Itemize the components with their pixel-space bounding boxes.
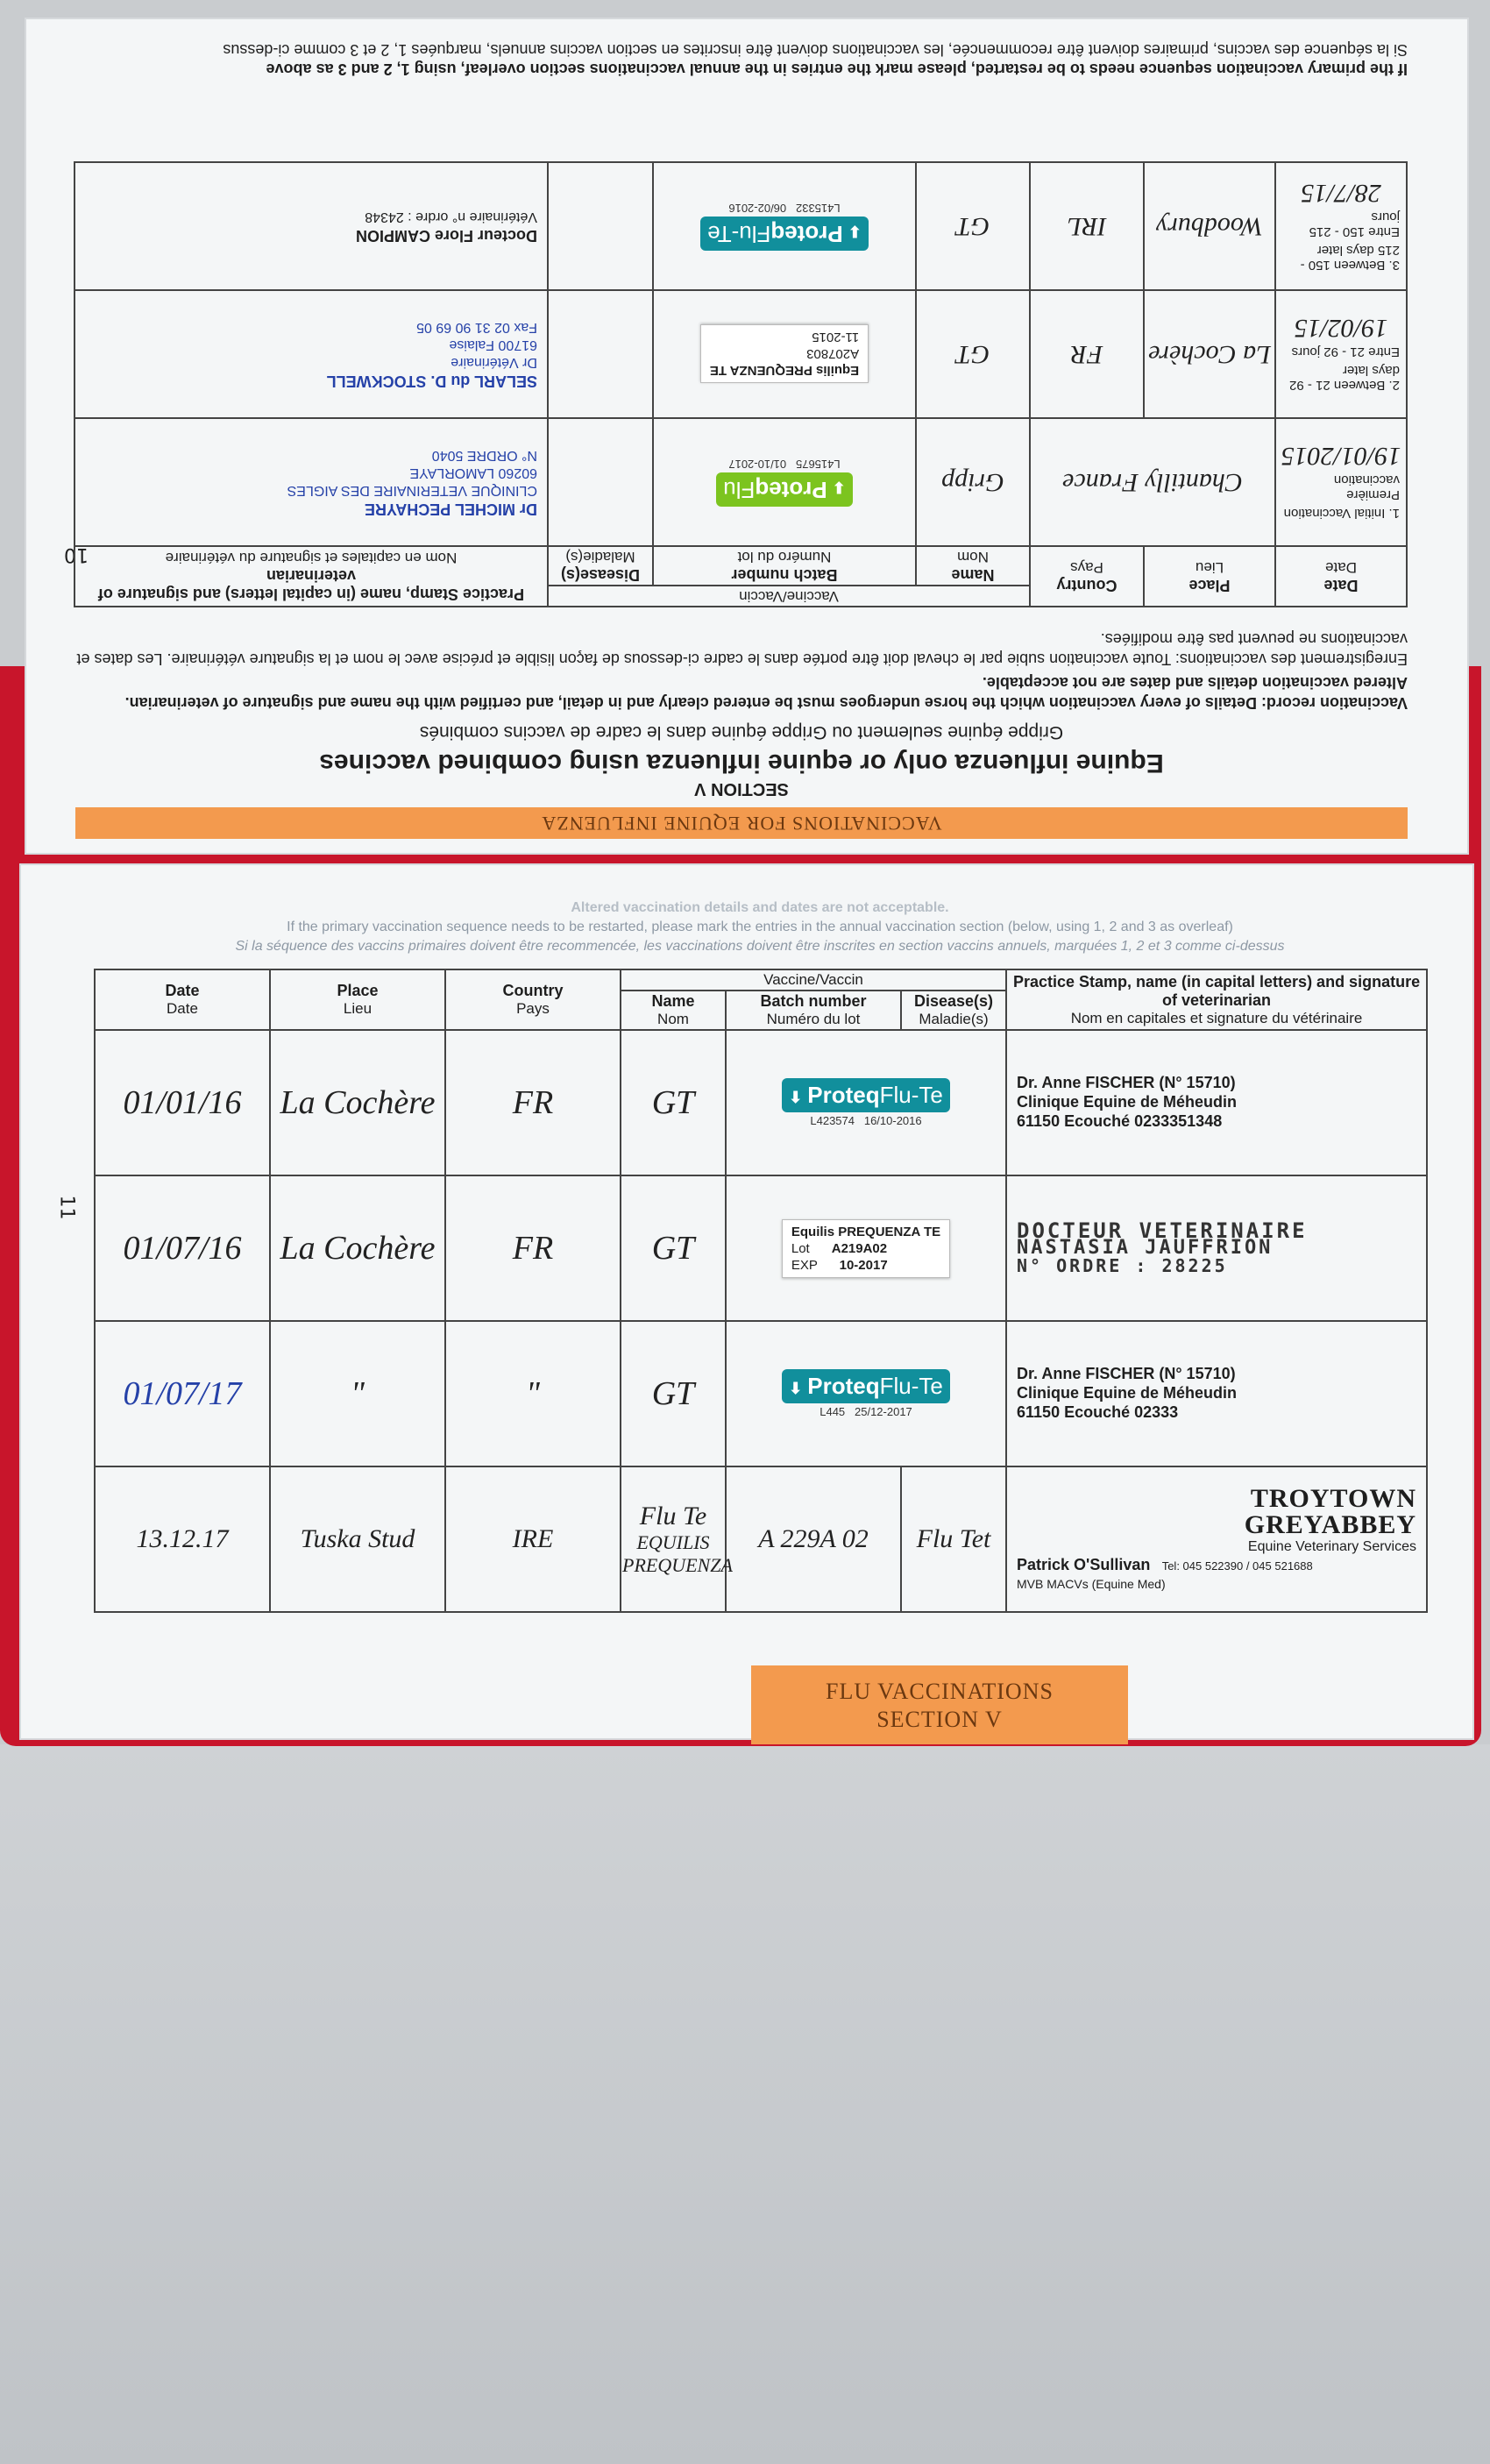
table-row	[95, 1030, 1427, 1175]
header-date: Date Date	[95, 969, 270, 1030]
section-banner: VACCINATIONS FOR EQUINE INFLUENZA	[75, 807, 1408, 839]
table-header-row	[74, 586, 1407, 607]
vaccine-label-sticker: ⬇ ProteqFlu-Te	[782, 1078, 950, 1112]
disease-cell: Flu Tet	[901, 1466, 1006, 1612]
stamp-cell	[74, 162, 548, 290]
country-cell: FR	[445, 1030, 621, 1175]
table-row	[74, 418, 1407, 546]
vet-stamp: DOCTEUR VETERINAIRE NASTASIA JAUFFRION N° ORDRE : 28225	[1017, 1218, 1308, 1276]
name-cell: GT	[621, 1175, 726, 1321]
table-row	[95, 1321, 1427, 1466]
header-place: Place Lieu	[1144, 546, 1275, 607]
table-header-row	[95, 969, 1427, 991]
header-disease: Disease(s) Maladie(s)	[548, 546, 653, 586]
section-banner: FLU VACCINATIONS SECTION V	[751, 1665, 1128, 1744]
place-cell: La Cochère	[270, 1030, 445, 1175]
arrow-down-icon: ⬇	[789, 1089, 803, 1106]
name-cell: Gripp	[916, 418, 1030, 546]
batch-cell: ⬇ProteqFlu L415675 01/10-2017	[653, 418, 916, 546]
disease-cell	[548, 162, 653, 290]
vet-stamp: Dr. Anne FISCHER (N° 15710) Clinique Equine de Méheudin 61150 Ecouché 02333	[1017, 1365, 1238, 1421]
header-name: Name Nom	[916, 546, 1030, 586]
date-cell: 1. Initial Vaccination Première vaccination 19/01/2015	[1275, 418, 1407, 546]
place-cell: La Cochère	[1144, 290, 1275, 418]
batch-cell: ⬇ProteqFlu-Te L415332 06/02-2016	[653, 162, 916, 290]
primary-vaccination-table	[74, 161, 1408, 607]
vaccine-sticker: Equilis PREQUENZA TE Lot A219A02 EXP 10-2017	[782, 1219, 950, 1278]
header-country: Country Pays	[1030, 546, 1144, 607]
table-row	[95, 1175, 1427, 1321]
header-batch: Batch number Numéro du lot	[653, 546, 916, 586]
batch-cell: ⬇ ProteqFlu-Te L423574 16/10-2016	[726, 1030, 1006, 1175]
greyabbey-logo: GREYABBEY	[1244, 1510, 1417, 1539]
country-cell: IRE	[445, 1466, 621, 1612]
vaccine-label-sticker: ⬇ProteqFlu	[716, 472, 853, 507]
header-stamp: Practice Stamp, name (in capital letters) and signature of veterinarian Nom en capitales et signature du vétérinaire	[74, 546, 548, 607]
page-number: 11	[55, 1195, 78, 1220]
date-cell: 01/07/17	[95, 1321, 270, 1466]
section-label: SECTION V	[694, 779, 789, 799]
disease-cell	[548, 418, 653, 546]
stamp-cell	[1006, 1175, 1427, 1321]
place-cell: Chantilly France	[1030, 418, 1275, 546]
table-row	[74, 290, 1407, 418]
arrow-down-icon: ⬇	[832, 479, 846, 496]
record-instructions-en: Vaccination record: Details of every vaccination which the horse undergoes must be entered clearly and in detail, and certified with the name and signature of veterinarian. Altered vaccination details and dates are not acceptable.	[124, 674, 1408, 712]
batch-cell: ⬇ ProteqFlu-Te L445 25/12-2017	[726, 1321, 1006, 1466]
header-date: Date Date	[1275, 546, 1407, 607]
header-country: Country Pays	[445, 969, 621, 1030]
place-cell: Woodbury	[1144, 162, 1275, 290]
name-cell: GT	[621, 1321, 726, 1466]
name-cell: GT	[916, 162, 1030, 290]
scanner-background	[0, 1744, 1490, 2464]
place-cell: "	[270, 1321, 445, 1466]
stamp-cell	[1006, 1030, 1427, 1175]
name-cell: GT	[621, 1030, 726, 1175]
vet-stamp: Docteur Flore CAMPION Vétérinaire n° ordre : 24348	[355, 209, 537, 245]
batch-cell	[653, 290, 916, 418]
stamp-cell	[74, 290, 548, 418]
country-cell: FR	[445, 1175, 621, 1321]
page-number: 10	[64, 543, 89, 565]
passport-page-11	[19, 863, 1474, 1740]
header-batch: Batch number Numéro du lot	[726, 991, 901, 1030]
header-vaccine: Vaccine/Vaccin	[621, 969, 1006, 991]
record-instructions-fr: Enregistrement des vaccinations: Toute vaccination subie par le cheval doit être portée dans le cadre ci-dessous de façon lisible et précise avec le nom et la signature vétérinaire. Les dates et vaccinations ne peuvent pas être modifiées.	[76, 630, 1408, 668]
vet-stamp: Dr. Anne FISCHER (N° 15710) Clinique Equine de Méheudin 61150 Ecouché 0233351348	[1017, 1074, 1238, 1130]
faded-instructions: Altered vaccination details and dates are not acceptable. If the primary vaccination sequence needs to be restarted, please mark the entries in the annual vaccination section (below, using 1, 2 and 3 as overleaf) Si la séquence des vaccins primaires doivent être recommencée, les vaccinations doivent être inscrites en section vaccins annuels, marquées 1, 2 et 3 comme ci-dessus	[235, 900, 1285, 954]
name-cell: Flu Te EQUILIS PREQUENZA	[621, 1466, 726, 1612]
header-name: Name Nom	[621, 991, 726, 1030]
stamp-cell	[1006, 1321, 1427, 1466]
country-cell: FR	[1030, 290, 1144, 418]
date-cell: 01/07/16	[95, 1175, 270, 1321]
date-cell: 2. Between 21 - 92 days later Entre 21 - 92 jours 19/02/15	[1275, 290, 1407, 418]
passport-page-10	[25, 18, 1469, 855]
place-cell: La Cochère	[270, 1175, 445, 1321]
country-cell: "	[445, 1321, 621, 1466]
vaccine-label-sticker: ⬇ ProteqFlu-Te	[782, 1369, 950, 1403]
restart-note: If the primary vaccination sequence needs to be restarted, please mark the entries in the annual vaccinations section overleaf, using 1, 2 and 3 as above Si la séquence des vaccins, primaires doivent être recommencée, les vaccinations doivent être inscrites en section vaccins annuels, marquées 1, 2 et 3 comme ci-dessus	[223, 41, 1408, 78]
batch-cell	[726, 1175, 1006, 1321]
vet-stamp: Dr MICHEL PECHAYRE CLINIQUE VETERINAIRE DES AIGLES 60260 LAMORLAYE N° ORDRE 5040	[287, 448, 537, 518]
arrow-down-icon: ⬇	[848, 223, 862, 240]
date-cell: 3. Between 150 - 215 days later Entre 150 - 215 jours 28/7/15	[1275, 162, 1407, 290]
header-vaccine: Vaccine/Vaccin	[548, 586, 1030, 607]
table-row	[95, 1466, 1427, 1612]
troytown-logo: TROYTOWN	[1250, 1484, 1417, 1513]
disease-cell	[548, 290, 653, 418]
place-cell: Tuska Stud	[270, 1466, 445, 1612]
header-place: Place Lieu	[270, 969, 445, 1030]
table-row	[74, 162, 1407, 290]
vet-stamp: SELARL du D. STOCKWELL Dr Vétérinaire 61700 Falaise Fax 02 31 90 69 05	[326, 320, 537, 390]
vet-stamp: TROYTOWN GREYABBEY Equine Veterinary Services Patrick O'Sullivan Tel: 045 522390 / 045 521688 MVB MACVs (Equine Med)	[1017, 1484, 1417, 1591]
vaccine-label-sticker: ⬇ProteqFlu-Te	[700, 217, 869, 251]
stamp-cell	[74, 418, 548, 546]
date-cell: 01/01/16	[95, 1030, 270, 1175]
name-cell: GT	[916, 290, 1030, 418]
header-stamp: Practice Stamp, name (in capital letters) and signature of veterinarian Nom en capitales et signature du vétérinaire	[1006, 969, 1427, 1030]
country-cell: IRL	[1030, 162, 1144, 290]
page-subtitle: Grippe équine seulement ou Grippe équine dans le cadre de vaccins combinés	[419, 722, 1064, 742]
header-disease: Disease(s) Maladie(s)	[901, 991, 1006, 1030]
date-cell: 13.12.17	[95, 1466, 270, 1612]
annual-vaccination-table	[94, 969, 1428, 1613]
page-title: Equine influenza only or equine influenza using combined vaccines	[319, 749, 1164, 778]
batch-cell: A 229A 02	[726, 1466, 901, 1612]
vaccine-sticker: Equilis PREQUENZA TE A207803 11-2015	[700, 325, 869, 384]
page-10-rotated-content	[25, 18, 1469, 855]
arrow-down-icon: ⬇	[789, 1380, 803, 1397]
stamp-cell	[1006, 1466, 1427, 1612]
